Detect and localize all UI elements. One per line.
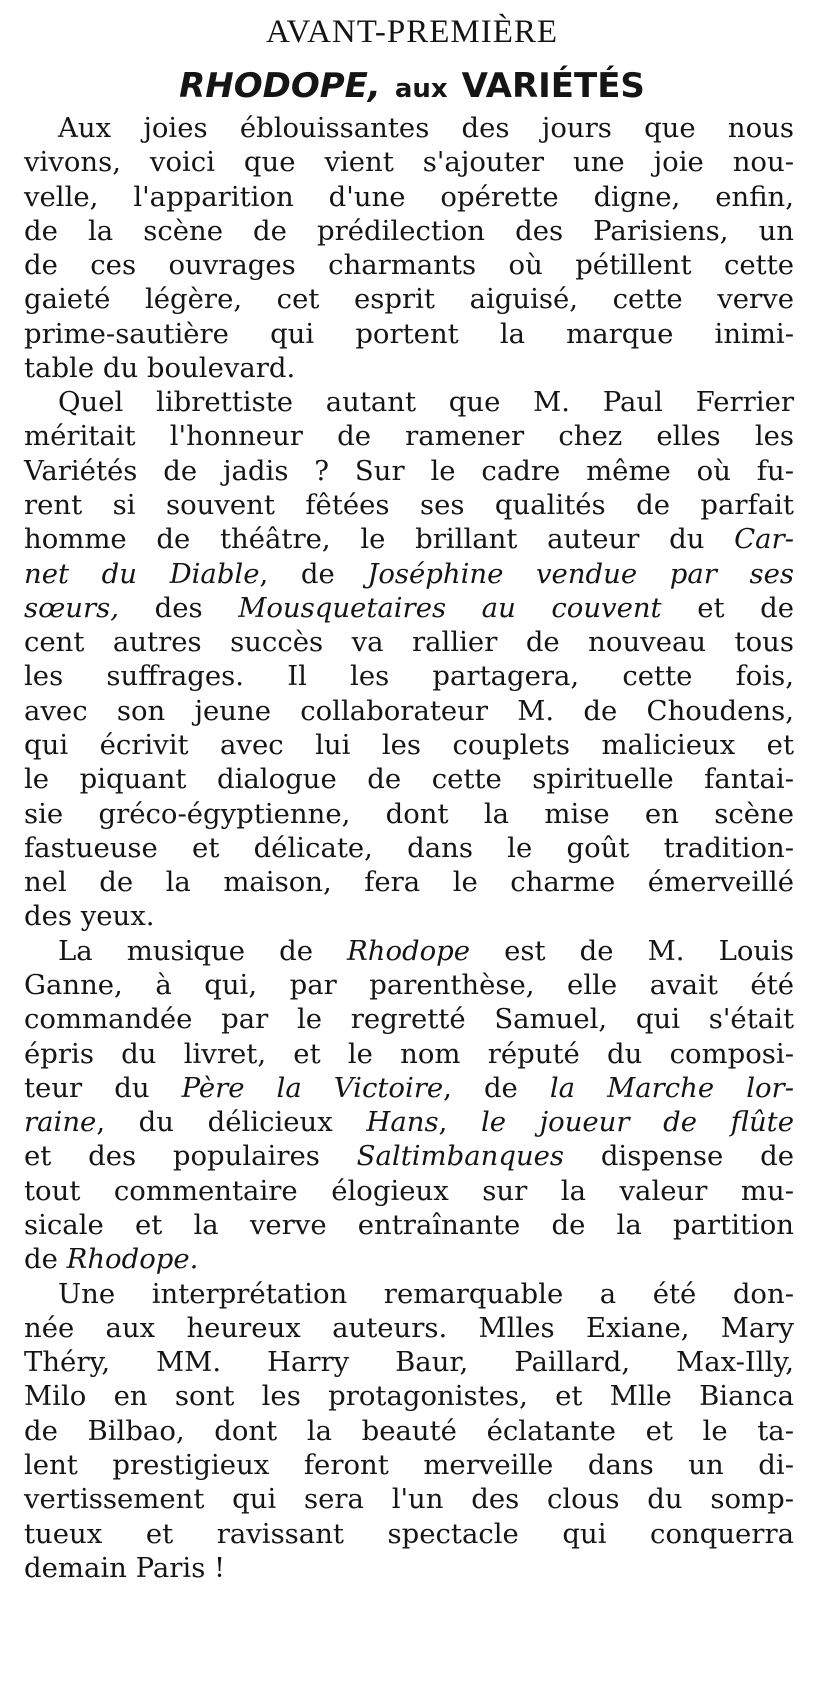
text-line: de Bilbao, dont la beauté éclatante et le ta- <box>24 1415 794 1447</box>
text-line: sœurs, des Mousquetaires au couvent et de <box>24 592 795 624</box>
text-line: Aux joies éblouissantes des jours que nous <box>58 112 794 144</box>
text-line: de Rhodope. <box>24 1243 199 1275</box>
text-line: raine, du délicieux Hans, le joueur de flûte <box>24 1106 795 1138</box>
text-line: méritait l'honneur de ramener chez elles les <box>24 420 794 452</box>
text-line: épris du livret, et le nom réputé du composi- <box>24 1038 794 1070</box>
text-line: de la scène de prédilection des Parisiens, un <box>24 215 794 247</box>
article-headline <box>0 64 824 111</box>
text-line: les suffrages. Il les partagera, cette fois, <box>24 660 794 692</box>
text-line: cent autres succès va rallier de nouveau tous <box>24 626 794 658</box>
text-line: avec son jeune collaborateur M. de Choudens, <box>24 695 794 727</box>
text-line: le piquant dialogue de cette spirituelle fantai- <box>24 763 794 795</box>
text-line: lent prestigieux feront merveille dans un di- <box>24 1449 794 1481</box>
text-line: sie gréco-égyptienne, dont la mise en scène <box>24 798 794 830</box>
text-line: Une interprétation remarquable a été don- <box>58 1278 794 1310</box>
text-line: Quel librettiste autant que M. Paul Ferrier <box>58 386 794 418</box>
text-line: nel de la maison, fera le charme émerveillé <box>24 866 794 898</box>
text-line: gaieté légère, cet esprit aiguisé, cette verve <box>24 283 794 315</box>
headline-connector: aux <box>394 74 448 104</box>
text-line: sicale et la verve entraînante de la partition <box>24 1209 794 1241</box>
text-line: Ganne, à qui, par parenthèse, elle avait été <box>24 969 794 1001</box>
text-line: velle, l'apparition d'une opérette digne, enfin, <box>24 181 794 213</box>
text-line: demain Paris ! <box>24 1552 226 1584</box>
text-line: des yeux. <box>24 900 155 932</box>
text-line: vivons, voici que vient s'ajouter une joie nou- <box>24 146 794 178</box>
text-line: homme de théâtre, le brillant auteur du Car- <box>24 523 794 555</box>
text-line: vertissement qui sera l'un des clous du somp- <box>24 1483 794 1515</box>
text-line: commandée par le regretté Samuel, qui s'était <box>24 1003 794 1035</box>
text-line: tueux et ravissant spectacle qui conquerra <box>24 1518 794 1550</box>
text-line: de ces ouvrages charmants où pétillent cette <box>24 249 794 281</box>
text-line: Variétés de jadis ? Sur le cadre même où fu- <box>24 455 794 487</box>
text-line: La musique de Rhodope est de M. Louis <box>58 935 795 967</box>
text-line: net du Diable, de Joséphine vendue par ses <box>24 558 794 590</box>
text-line: tout commentaire élogieux sur la valeur mu- <box>24 1175 794 1207</box>
headline-play-title: RHODOPE, <box>179 66 381 106</box>
text-line: fastueuse et délicate, dans le goût tradition- <box>24 832 794 864</box>
text-line: née aux heureux auteurs. Mlles Exiane, Mary <box>24 1312 794 1344</box>
text-line: table du boulevard. <box>24 352 296 384</box>
text-line: qui écrivit avec lui les couplets malicieux et <box>24 729 794 761</box>
section-kicker: AVANT-PREMIÈRE <box>265 14 559 50</box>
text-line: Milo en sont les protagonistes, et Mlle Bianca <box>24 1380 794 1412</box>
text-line: prime-sautière qui portent la marque inimi- <box>24 318 794 350</box>
text-line: teur du Père la Victoire, de la Marche lor- <box>24 1072 794 1104</box>
text-line: et des populaires Saltimbanques dispense de <box>24 1140 794 1172</box>
headline-theatre: VARIÉTÉS <box>461 66 645 106</box>
text-line: rent si souvent fêtées ses qualités de parfait <box>24 489 794 521</box>
text-line: Théry, MM. Harry Baur, Paillard, Max-Illy, <box>24 1346 794 1378</box>
